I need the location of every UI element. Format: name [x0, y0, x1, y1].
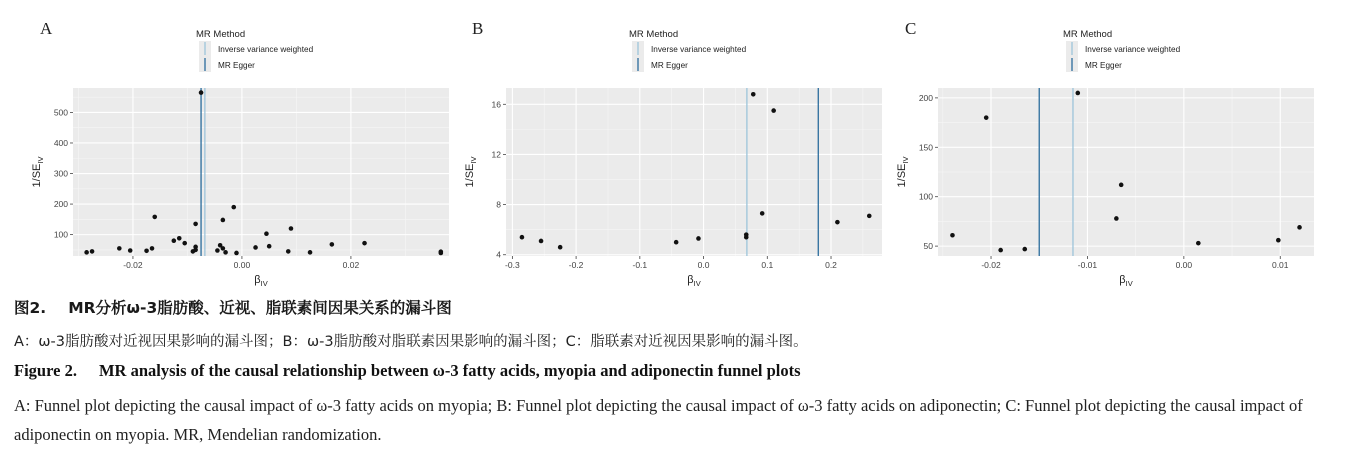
panel-b-y-tick-label: 16	[491, 99, 501, 110]
panel-a-x-tick-label: 0.00	[233, 260, 251, 270]
panel-a-data-point	[152, 215, 157, 220]
panel-b-plot-background	[506, 88, 882, 256]
panel-a-data-point	[172, 238, 177, 243]
panel-c-y-axis-title: $1/SE_{IV}$	[896, 156, 910, 188]
panel-c-y-tick-label: 150	[918, 142, 933, 153]
panel-a-y-tick-label: 300	[53, 168, 68, 179]
panel-c-x-tick-label: -0.02	[981, 260, 1001, 270]
panel-b-letter: B	[472, 19, 484, 38]
panel-b-data-point	[744, 235, 749, 240]
panel-a-data-point	[286, 249, 291, 254]
panel-a-data-point	[150, 246, 155, 251]
caption-cn-figure-number: 图2.	[14, 299, 47, 317]
panel-b-data-point	[539, 239, 544, 244]
caption-cn-title-text: MR分析ω-3脂肪酸、近视、脂联素间因果关系的漏斗图	[68, 299, 452, 317]
panel-b-x-tick-label: 0.0	[697, 260, 710, 270]
panel-b-data-point	[558, 245, 563, 250]
panel-a-data-point	[84, 250, 89, 255]
panel-b-x-tick-label: -0.2	[568, 260, 584, 270]
panel-a-y-axis-title: $1/SE_{IV}$	[31, 156, 45, 188]
panel-a-x-tick-label: 0.02	[342, 260, 360, 270]
panel-a-data-point	[117, 246, 122, 251]
caption-en-figure-number: Figure 2.	[14, 361, 77, 380]
panel-a-legend-label-ivw: Inverse variance weighted	[218, 45, 314, 54]
panel-c-x-tick-label: -0.01	[1077, 260, 1098, 270]
panel-b-data-point	[520, 235, 525, 240]
panel-b-data-point	[835, 220, 840, 225]
panel-a-y-tick-label: 100	[53, 229, 68, 240]
panel-b-data-point	[696, 236, 701, 241]
panel-c-legend-label-ivw: Inverse variance weighted	[1085, 45, 1181, 54]
panel-a-data-point	[221, 246, 226, 251]
panel-a-data-point	[182, 241, 187, 246]
panel-a-y-tick-label: 200	[53, 199, 68, 210]
panel-a-data-point	[234, 251, 239, 256]
panel-a-legend-label-egger: MR Egger	[218, 61, 255, 70]
panel-c-data-point	[1022, 247, 1027, 252]
panel-b-data-point	[867, 214, 872, 219]
panel-c-legend-label-egger: MR Egger	[1085, 61, 1122, 70]
panel-c-data-point	[1276, 238, 1281, 243]
panel-b-x-tick-label: 0.1	[761, 260, 774, 270]
panel-b-legend-title: MR Method	[629, 29, 679, 40]
panel-c-y-tick-label: 200	[918, 92, 933, 103]
panel-b-x-tick-label: 0.2	[825, 260, 837, 270]
panel-a-data-point	[330, 242, 335, 247]
panel-c-x-tick-label: 0.00	[1175, 260, 1193, 270]
panel-a-data-point	[221, 218, 226, 223]
panel-c-data-point	[1196, 241, 1201, 246]
panel-b-legend-label-ivw: Inverse variance weighted	[651, 45, 747, 54]
panel-b-y-tick-label: 8	[496, 199, 501, 210]
panel-a-data-point	[231, 205, 236, 210]
panel-b-y-tick-label: 12	[491, 149, 501, 160]
panel-a-data-point	[264, 231, 269, 236]
panel-b-data-point	[771, 108, 776, 113]
panel-c-data-point	[1114, 216, 1119, 221]
caption-en-text: A: Funnel plot depicting the causal impact of ω-3 fatty acids on myopia; B: Funnel plot depicting the causal impact of ω-3 fatty acids on adiponectin; C: Funnel plot depicting the causal impact of adiponectin on myopia. MR, Mendelian randomization.	[14, 396, 1303, 444]
panel-c-y-tick-label: 100	[918, 191, 933, 202]
panel-a-data-point	[193, 248, 198, 253]
panel-a-data-point	[253, 245, 258, 250]
panel-a-data-point	[128, 248, 133, 253]
panel-b-x-axis-title: $\beta_{IV}$	[687, 274, 701, 288]
panel-a-data-point	[199, 90, 204, 95]
panel-a-data-point	[215, 248, 220, 253]
panel-a-data-point	[177, 236, 182, 241]
panel-b-y-tick-label: 4	[496, 249, 501, 260]
panel-a-data-point	[90, 249, 95, 254]
panel-c-data-point	[1297, 225, 1302, 230]
panel-a-data-point	[267, 244, 272, 249]
panel-b-x-tick-label: -0.1	[632, 260, 648, 270]
panel-a-data-point	[144, 249, 149, 254]
panel-c-data-point	[998, 248, 1003, 253]
panel-b-data-point	[674, 240, 679, 245]
panel-c-data-point	[1075, 91, 1080, 96]
panel-c-data-point	[984, 115, 989, 120]
panel-a-y-tick-label: 500	[53, 107, 68, 118]
panel-c-data-point	[950, 233, 955, 238]
panel-a-x-axis-title: $\beta_{IV}$	[254, 274, 268, 288]
panel-b-data-point	[760, 211, 765, 216]
caption-cn-text: A：ω-3脂肪酸对近视因果影响的漏斗图；B：ω-3脂肪酸对脂联素因果影响的漏斗图；C：脂联素对近视因果影响的漏斗图。	[14, 334, 808, 350]
panel-a-plot-background	[73, 88, 449, 256]
panel-c-x-tick-label: 0.01	[1271, 260, 1289, 270]
panel-a-y-tick-label: 400	[53, 137, 68, 148]
panel-c-data-point	[1119, 183, 1124, 188]
caption-en-title-text: MR analysis of the causal relationship between ω-3 fatty acids, myopia and adiponectin funnel plots	[98, 361, 801, 380]
panel-b-legend-label-egger: MR Egger	[651, 61, 688, 70]
panel-a-legend-title: MR Method	[196, 29, 246, 40]
panel-a-data-point	[289, 226, 294, 231]
caption-en-title	[14, 361, 1346, 381]
panel-a-data-point	[362, 241, 367, 246]
panel-a-data-point	[193, 222, 198, 227]
caption-cn-title	[14, 296, 1346, 318]
panel-a-data-point	[439, 249, 444, 254]
panel-b-x-tick-label: -0.3	[505, 260, 520, 270]
panel-b-data-point	[751, 92, 756, 97]
panel-a-letter: A	[40, 19, 53, 38]
panel-a-x-tick-label: -0.02	[123, 260, 143, 270]
panel-c-x-axis-title: $\beta_{IV}$	[1119, 274, 1133, 288]
panel-c-legend-title: MR Method	[1063, 29, 1113, 40]
panel-c-y-tick-label: 50	[923, 241, 933, 252]
panel-a-data-point	[223, 250, 228, 255]
panel-a-data-point	[308, 250, 313, 255]
panel-b-y-axis-title: $1/SE_{IV}$	[464, 156, 478, 188]
panel-c-letter: C	[905, 19, 917, 38]
